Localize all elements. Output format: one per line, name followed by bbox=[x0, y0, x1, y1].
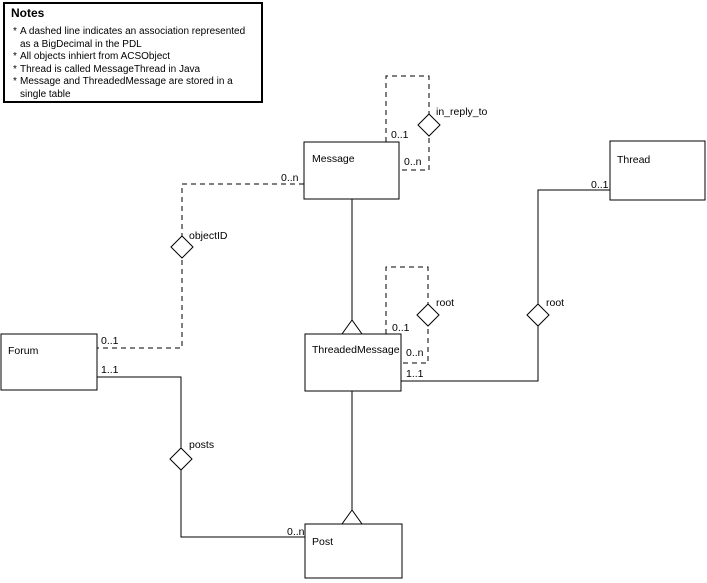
multiplicity-root-thread: 0..1 bbox=[591, 179, 609, 191]
multiplicity-root-self-children: 0..n bbox=[406, 347, 424, 359]
in-reply-to-label: in_reply_to bbox=[436, 106, 488, 118]
multiplicity-posts-post: 0..n bbox=[287, 526, 305, 538]
multiplicity-in-reply-to-parent: 0..1 bbox=[391, 129, 409, 141]
post-class-label: Post bbox=[312, 536, 334, 548]
multiplicity-posts-forum: 1..1 bbox=[101, 364, 119, 376]
multiplicity-root-threaded-message: 1..1 bbox=[406, 368, 424, 380]
root-label: root bbox=[546, 297, 565, 309]
multiplicity-root-self-root: 0..1 bbox=[392, 322, 410, 334]
posts-diamond bbox=[170, 448, 192, 470]
notes-line: Message and ThreadedMessage are stored in a bbox=[20, 76, 233, 87]
threaded-message-class-box bbox=[305, 334, 401, 391]
forum-class-box bbox=[1, 334, 97, 390]
posts-label: posts bbox=[189, 439, 215, 451]
notes-bullet: * bbox=[13, 51, 17, 62]
notes-line: single table bbox=[20, 89, 71, 100]
thread-class-box bbox=[610, 141, 705, 200]
notes-bullet: * bbox=[13, 26, 17, 37]
forum-class-label: Forum bbox=[8, 345, 39, 357]
generalization-arrow-message bbox=[342, 320, 362, 334]
root-association-line bbox=[401, 190, 610, 381]
object-id-label: objectID bbox=[189, 230, 228, 242]
message-class-label: Message bbox=[312, 153, 355, 165]
notes-line: A dashed line indicates an association represented bbox=[20, 26, 246, 37]
multiplicity-in-reply-to-replies: 0..n bbox=[404, 156, 422, 168]
notes-bullet: * bbox=[13, 76, 17, 87]
root-self-label: root bbox=[436, 297, 455, 309]
object-id-association-line bbox=[97, 184, 304, 348]
notes-bullet: * bbox=[13, 64, 17, 75]
notes-line: All objects inhiert from ACSObject bbox=[20, 51, 171, 62]
notes-line: Thread is called MessageThread in Java bbox=[20, 64, 201, 75]
notes-line: as a BigDecimal in the PDL bbox=[20, 39, 142, 50]
generalization-arrow-threadedmessage bbox=[342, 510, 362, 524]
threaded-message-class-label: ThreadedMessage bbox=[312, 344, 400, 356]
post-class-box bbox=[305, 524, 402, 578]
multiplicity-object-id-forum: 0..1 bbox=[101, 335, 119, 347]
message-class-box bbox=[304, 142, 399, 199]
multiplicity-object-id-message: 0..n bbox=[281, 172, 299, 184]
posts-association-line bbox=[97, 377, 305, 537]
notes-title: Notes bbox=[11, 6, 45, 20]
thread-class-label: Thread bbox=[617, 154, 651, 166]
